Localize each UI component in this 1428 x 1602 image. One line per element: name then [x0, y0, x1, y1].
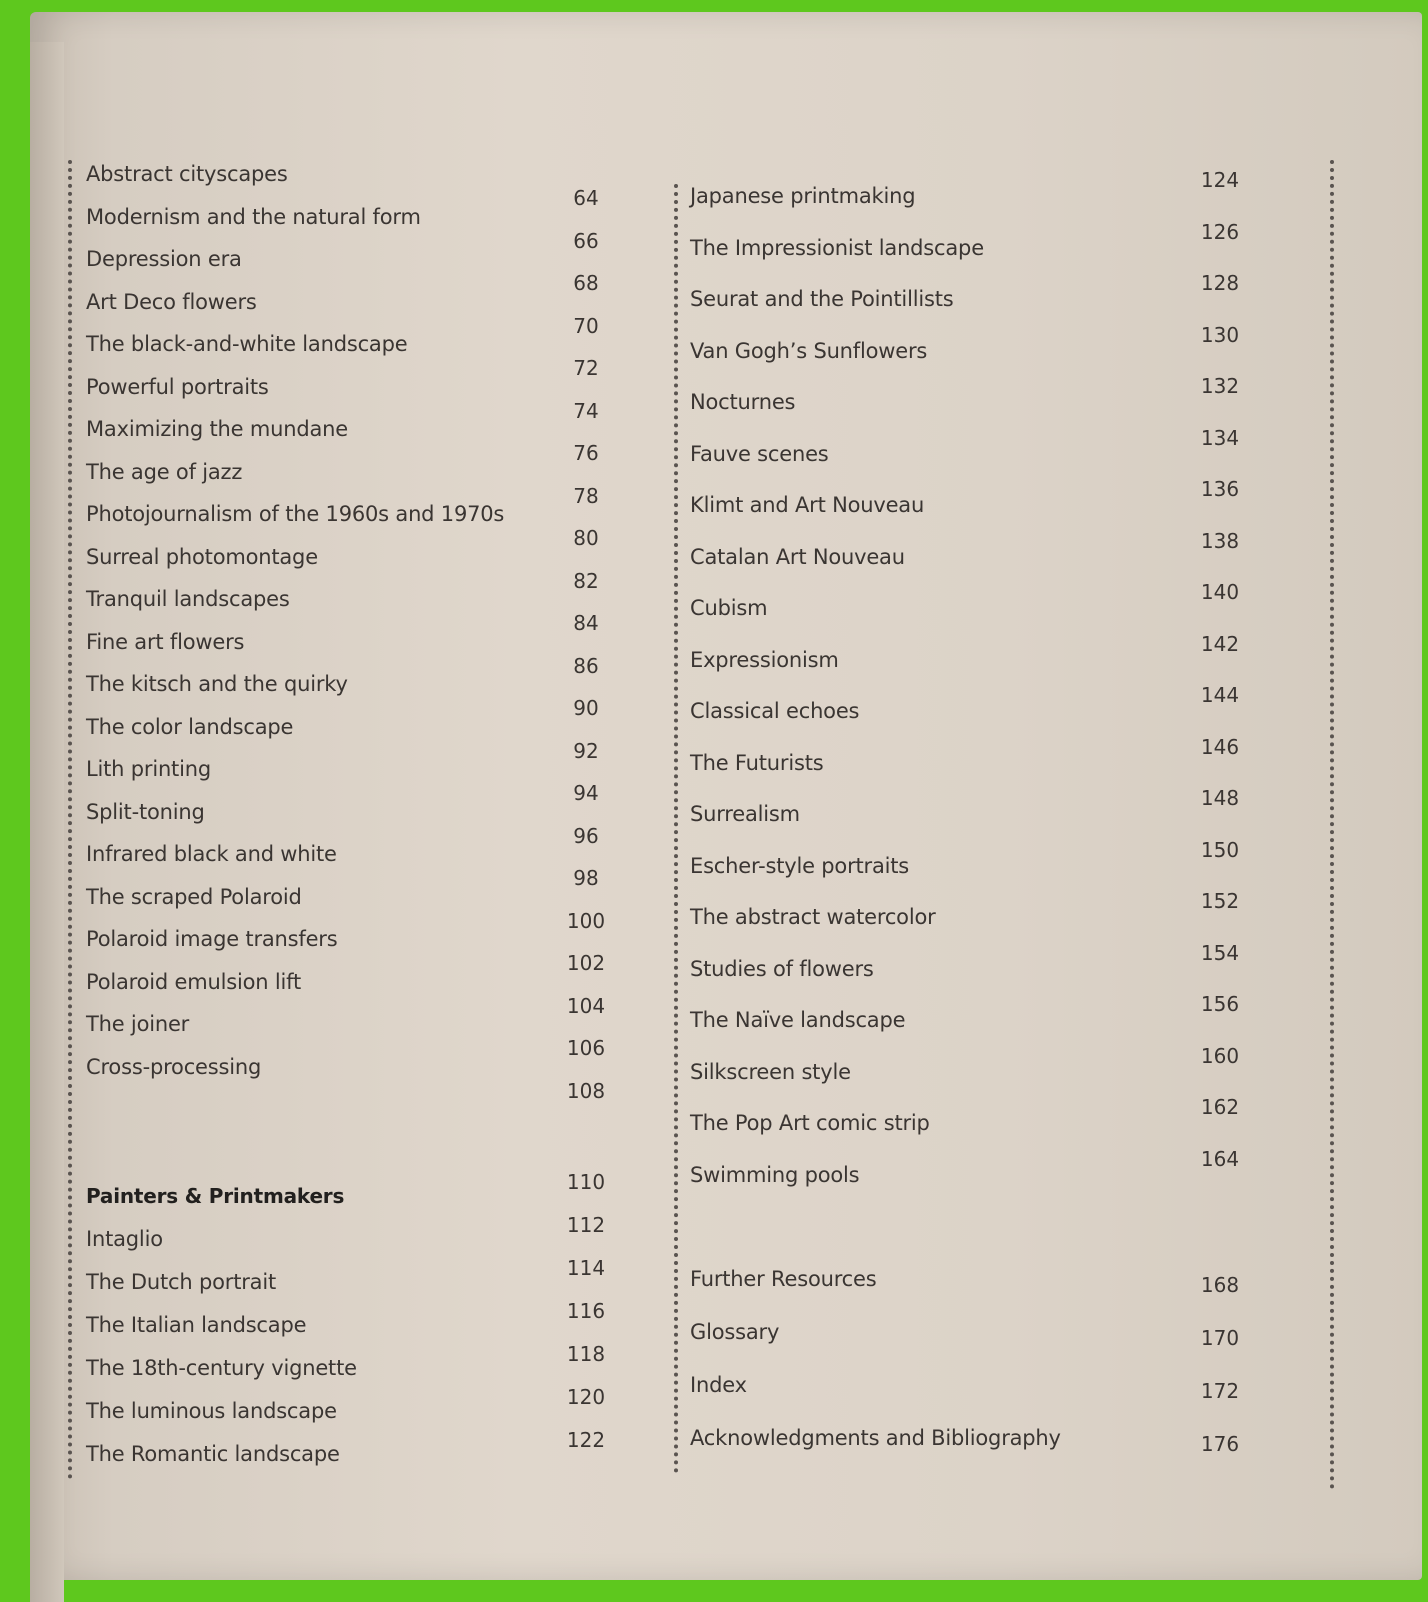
toc-page-number: 68	[573, 271, 599, 295]
toc-page-number: 150	[1200, 837, 1240, 862]
toc-entry-title: The Dutch portrait	[86, 1270, 276, 1294]
toc-entry-title: Classical echoes	[690, 699, 860, 723]
toc-page-number: 70	[573, 313, 599, 338]
toc-page-number: 160	[1200, 1043, 1240, 1068]
toc-entry-title: Japanese printmaking	[690, 184, 916, 208]
toc-page-number: 110	[566, 1170, 606, 1194]
toc-entry-title: Maximizing the mundane	[86, 417, 348, 441]
toc-page-number: 172	[1200, 1379, 1240, 1403]
toc-entry-title: Glossary	[690, 1320, 780, 1344]
toc-entry-title: The Romantic landscape	[86, 1442, 340, 1466]
center-dotted-rule	[674, 184, 678, 1474]
toc-entry-title: The luminous landscape	[86, 1399, 337, 1423]
toc-page-number: 114	[566, 1256, 606, 1280]
toc-page-number: 146	[1200, 734, 1240, 759]
toc-page-number: 90	[573, 696, 599, 720]
toc-page-number: 104	[566, 993, 606, 1018]
toc-entry-title: Cubism	[690, 596, 768, 620]
toc-entry-title: Photojournalism of the 1960s and 1970s	[86, 502, 505, 526]
toc-page-number: 124	[1200, 168, 1240, 192]
toc-page-number: 72	[573, 356, 599, 380]
toc-entry-title: Infrared black and white	[86, 842, 337, 866]
toc-page-number: 168	[1200, 1273, 1240, 1297]
toc-page-number: 86	[573, 653, 599, 678]
toc-page-number: 84	[573, 611, 599, 635]
toc-page-number: 130	[1200, 322, 1240, 347]
toc-entry-title: The 18th-century vignette	[86, 1356, 357, 1380]
toc-entry-title: Swimming pools	[690, 1162, 860, 1187]
toc-entry-title: Modernism and the natural form	[86, 204, 421, 229]
toc-entry-title: Silkscreen style	[690, 1059, 851, 1084]
toc-page-number: 122	[566, 1428, 606, 1452]
toc-page-number: 100	[566, 908, 606, 933]
toc-page-number: 156	[1200, 992, 1240, 1016]
left-contents-column	[86, 162, 646, 1492]
toc-page-number: 98	[573, 866, 599, 890]
toc-page-number: 66	[573, 228, 599, 253]
toc-entry-title: Seurat and the Pointillists	[690, 287, 954, 311]
toc-entry-title: The Naïve landscape	[690, 1008, 906, 1032]
toc-entry-title: The Impressionist landscape	[690, 235, 984, 260]
toc-entry-title: The color landscape	[86, 714, 294, 739]
toc-page-number: 164	[1200, 1146, 1240, 1171]
toc-entry-title: Further Resources	[690, 1267, 877, 1291]
toc-page-number: 64	[573, 186, 599, 210]
toc-page-number: 134	[1200, 425, 1240, 450]
book-page	[30, 12, 1422, 1580]
toc-page-number: 74	[573, 398, 599, 423]
toc-page-number: 152	[1200, 889, 1240, 913]
toc-entry-title: The black-and-white landscape	[86, 332, 408, 356]
toc-page-number: 108	[566, 1078, 606, 1103]
toc-page-number: 170	[1200, 1326, 1240, 1350]
toc-entry-title: Acknowledgments and Bibliography	[690, 1426, 1061, 1450]
toc-page-number: 82	[573, 568, 599, 593]
toc-entry-title: The scraped Polaroid	[86, 884, 302, 909]
toc-page-number: 140	[1200, 580, 1240, 604]
toc-entry-title: The age of jazz	[86, 459, 243, 484]
toc-page-number: 76	[573, 441, 599, 465]
toc-entry-title: Fauve scenes	[690, 441, 829, 466]
toc-entry-title: Klimt and Art Nouveau	[690, 493, 925, 517]
toc-page-number: 78	[573, 483, 599, 508]
toc-entry-title: Escher-style portraits	[690, 853, 910, 878]
toc-entry-title: Van Gogh’s Sunflowers	[690, 338, 928, 363]
toc-entry-title: Powerful portraits	[86, 374, 269, 399]
page-spine-edge	[30, 42, 64, 1602]
toc-entry-title: The joiner	[86, 1012, 190, 1036]
toc-entry-title: Surrealism	[690, 802, 800, 826]
toc-entry-title: The Italian landscape	[86, 1313, 307, 1337]
toc-page-number: 176	[1200, 1432, 1240, 1456]
toc-entry-title: Lith printing	[86, 757, 211, 781]
toc-entry-title: Tranquil landscapes	[86, 587, 290, 611]
toc-entry-title: Fine art flowers	[86, 629, 245, 654]
toc-entry-title: Depression era	[86, 247, 242, 271]
toc-entry-title: The Futurists	[690, 750, 824, 775]
toc-entry-title: Split-toning	[86, 799, 205, 824]
toc-page-number: 102	[566, 951, 606, 975]
toc-page-number: 112	[566, 1213, 606, 1237]
toc-page-number: 142	[1200, 631, 1240, 656]
toc-page-number: 154	[1200, 940, 1240, 965]
toc-page-number: 96	[573, 823, 599, 848]
right-contents-column	[690, 162, 1310, 1492]
toc-entry-title: Polaroid emulsion lift	[86, 969, 301, 994]
toc-page-number: 92	[573, 738, 599, 763]
toc-entry-title: Abstract cityscapes	[86, 162, 288, 186]
toc-entry-title: Surreal photomontage	[86, 544, 318, 569]
toc-page-number: 128	[1200, 271, 1240, 295]
toc-entry-title: The abstract watercolor	[690, 905, 936, 929]
toc-entry-title: The kitsch and the quirky	[86, 672, 348, 696]
right-dotted-rule	[1330, 160, 1334, 1490]
toc-page-number: 120	[566, 1385, 606, 1409]
toc-page-number: 106	[566, 1036, 606, 1060]
toc-page-number: 162	[1200, 1095, 1240, 1119]
toc-page-number: 116	[566, 1299, 606, 1323]
toc-page-number: 136	[1200, 477, 1240, 501]
toc-page-number: 126	[1200, 219, 1240, 244]
toc-entry-title: Index	[690, 1373, 747, 1397]
toc-entry-title: Polaroid image transfers	[86, 927, 338, 951]
toc-page-number: 80	[573, 526, 599, 550]
left-dotted-rule	[68, 160, 72, 1480]
toc-page-number: 138	[1200, 528, 1240, 553]
toc-entry-title: Art Deco flowers	[86, 289, 257, 314]
toc-page-number: 94	[573, 781, 599, 805]
toc-page-number: 118	[566, 1342, 606, 1366]
toc-entry-title: Expressionism	[690, 647, 839, 672]
toc-entry-title: Nocturnes	[690, 390, 796, 414]
section-heading: Painters & Printmakers	[86, 1184, 345, 1208]
toc-entry-title: Studies of flowers	[690, 956, 874, 981]
toc-page-number: 144	[1200, 683, 1240, 707]
toc-entry-title: Catalan Art Nouveau	[690, 544, 905, 569]
toc-page-number: 132	[1200, 374, 1240, 398]
toc-entry-title: Intaglio	[86, 1227, 163, 1251]
toc-entry-title: Cross-processing	[86, 1054, 262, 1079]
toc-page-number: 148	[1200, 786, 1240, 810]
toc-entry-title: The Pop Art comic strip	[690, 1111, 930, 1135]
